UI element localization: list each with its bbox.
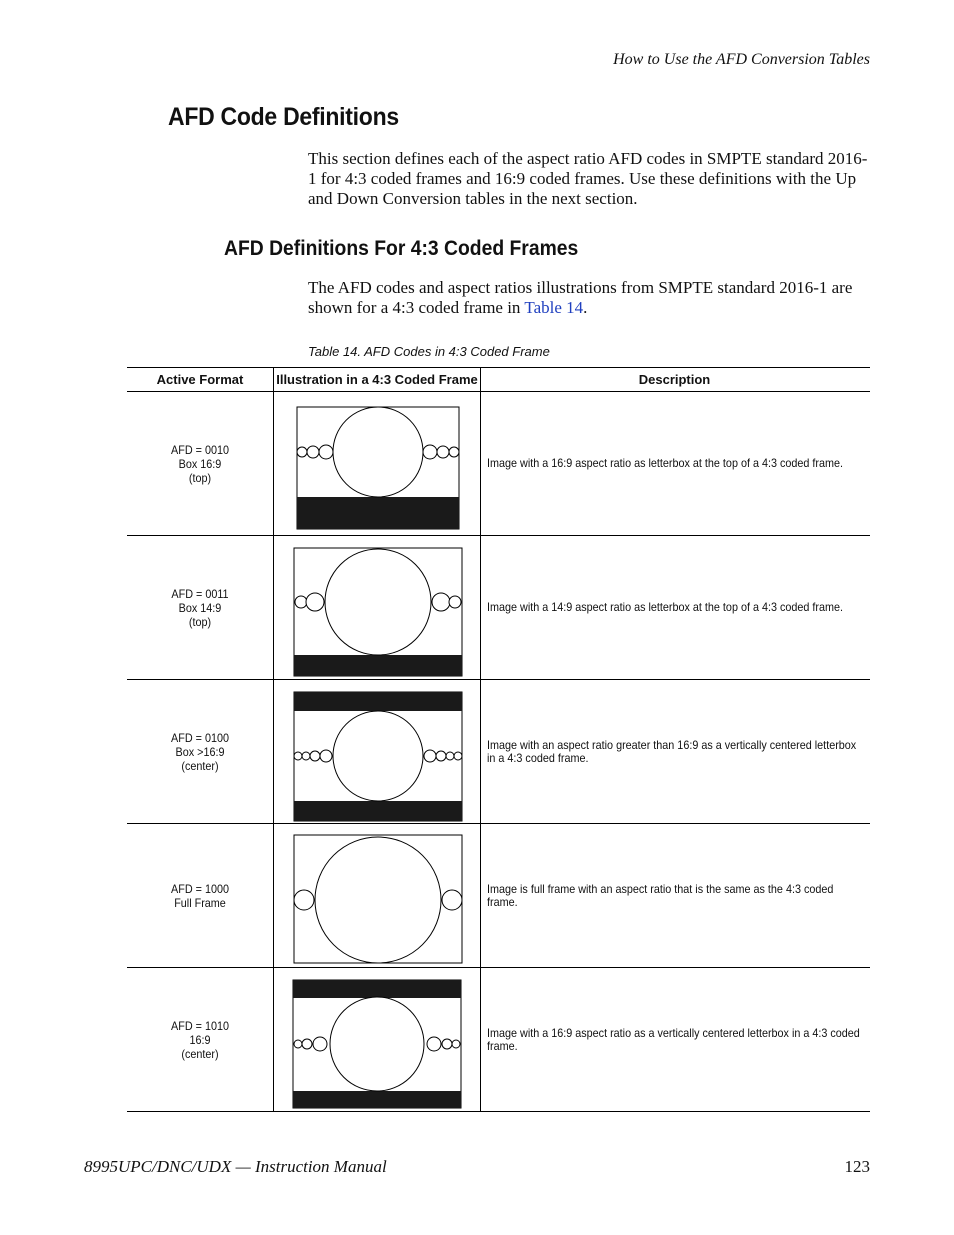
format-cell — [127, 680, 274, 824]
format-name: Box 16:9 — [178, 456, 222, 471]
afd-illustration — [296, 406, 460, 530]
format-cell — [127, 824, 274, 968]
description-text: Image is full frame with an aspect ratio that is the same as the 4:3 coded frame. — [487, 881, 834, 909]
subsection-intro — [308, 278, 874, 318]
format-name: 16:9 — [189, 1032, 211, 1047]
format-code: AFD = 1010 — [171, 1018, 229, 1033]
format-code: AFD = 1000 — [171, 881, 229, 896]
description-text: Image with an aspect ratio greater than 16:9 as a vertically centered letterbox in a 4:3 coded frame. — [487, 737, 857, 765]
format-position: (top) — [188, 614, 212, 629]
header-active-format: Active Format — [127, 368, 274, 392]
description-cell — [481, 536, 871, 680]
illustration-cell — [274, 824, 481, 968]
description-cell — [481, 392, 871, 536]
section-intro: This section defines each of the aspect ratio AFD codes in SMPTE standard 2016-1 for 4:3 coded frames and 16:9 coded frames. Use these definitions with the Up and Down Conversion tables in the next section. — [308, 149, 868, 208]
table-row — [127, 824, 870, 968]
section-title: AFD Code Definitions — [168, 103, 399, 131]
table-row — [127, 968, 870, 1112]
description-text: Image with a 16:9 aspect ratio as a vertically centered letterbox in a 4:3 coded frame. — [487, 1025, 860, 1053]
format-code: AFD = 0100 — [171, 730, 229, 745]
format-position: (center) — [181, 758, 219, 773]
format-position: (top) — [188, 470, 212, 485]
table-row — [127, 680, 870, 824]
header-description: Description — [481, 368, 871, 392]
illustration-cell — [274, 968, 481, 1112]
format-code: AFD = 0010 — [171, 442, 229, 457]
description-cell — [481, 824, 871, 968]
afd-table — [127, 367, 870, 1112]
format-position: (center) — [181, 1046, 219, 1061]
table-caption: Table 14. AFD Codes in 4:3 Coded Frame — [308, 344, 550, 359]
subsection-title: AFD Definitions For 4:3 Coded Frames — [224, 237, 579, 260]
afd-illustration — [293, 547, 463, 677]
description-text: Image with a 16:9 aspect ratio as letterbox at the top of a 4:3 coded frame. — [487, 456, 844, 470]
header-illustration: Illustration in a 4:3 Coded Frame — [274, 368, 481, 392]
running-header: How to Use the AFD Conversion Tables — [613, 51, 870, 68]
afd-illustration — [293, 691, 463, 822]
format-name: Full Frame — [174, 895, 226, 910]
description-text: Image with a 14:9 aspect ratio as letterbox at the top of a 4:3 coded frame. — [487, 600, 844, 614]
footer-manual-title: 8995UPC/DNC/UDX — Instruction Manual — [84, 1157, 387, 1176]
description-cell — [481, 680, 871, 824]
illustration-cell — [274, 392, 481, 536]
illustration-cell — [274, 536, 481, 680]
description-cell — [481, 968, 871, 1112]
footer-page-number: 123 — [844, 1157, 870, 1176]
subsection-intro-text: The AFD codes and aspect ratios illustrations from SMPTE standard 2016-1 are shown for a 4:3 coded frame in — [308, 278, 853, 317]
table-row — [127, 392, 870, 536]
format-cell — [127, 968, 274, 1112]
format-cell — [127, 392, 274, 536]
format-code: AFD = 0011 — [171, 586, 229, 601]
afd-illustration — [292, 979, 462, 1109]
subsection-intro-end: . — [583, 298, 588, 317]
afd-illustration — [293, 834, 463, 964]
format-cell — [127, 536, 274, 680]
table-header-row — [127, 368, 870, 392]
table-row — [127, 536, 870, 680]
format-name: Box 14:9 — [178, 600, 222, 615]
table-14-link[interactable]: Table 14 — [524, 298, 584, 317]
format-name: Box >16:9 — [175, 744, 225, 759]
illustration-cell — [274, 680, 481, 824]
